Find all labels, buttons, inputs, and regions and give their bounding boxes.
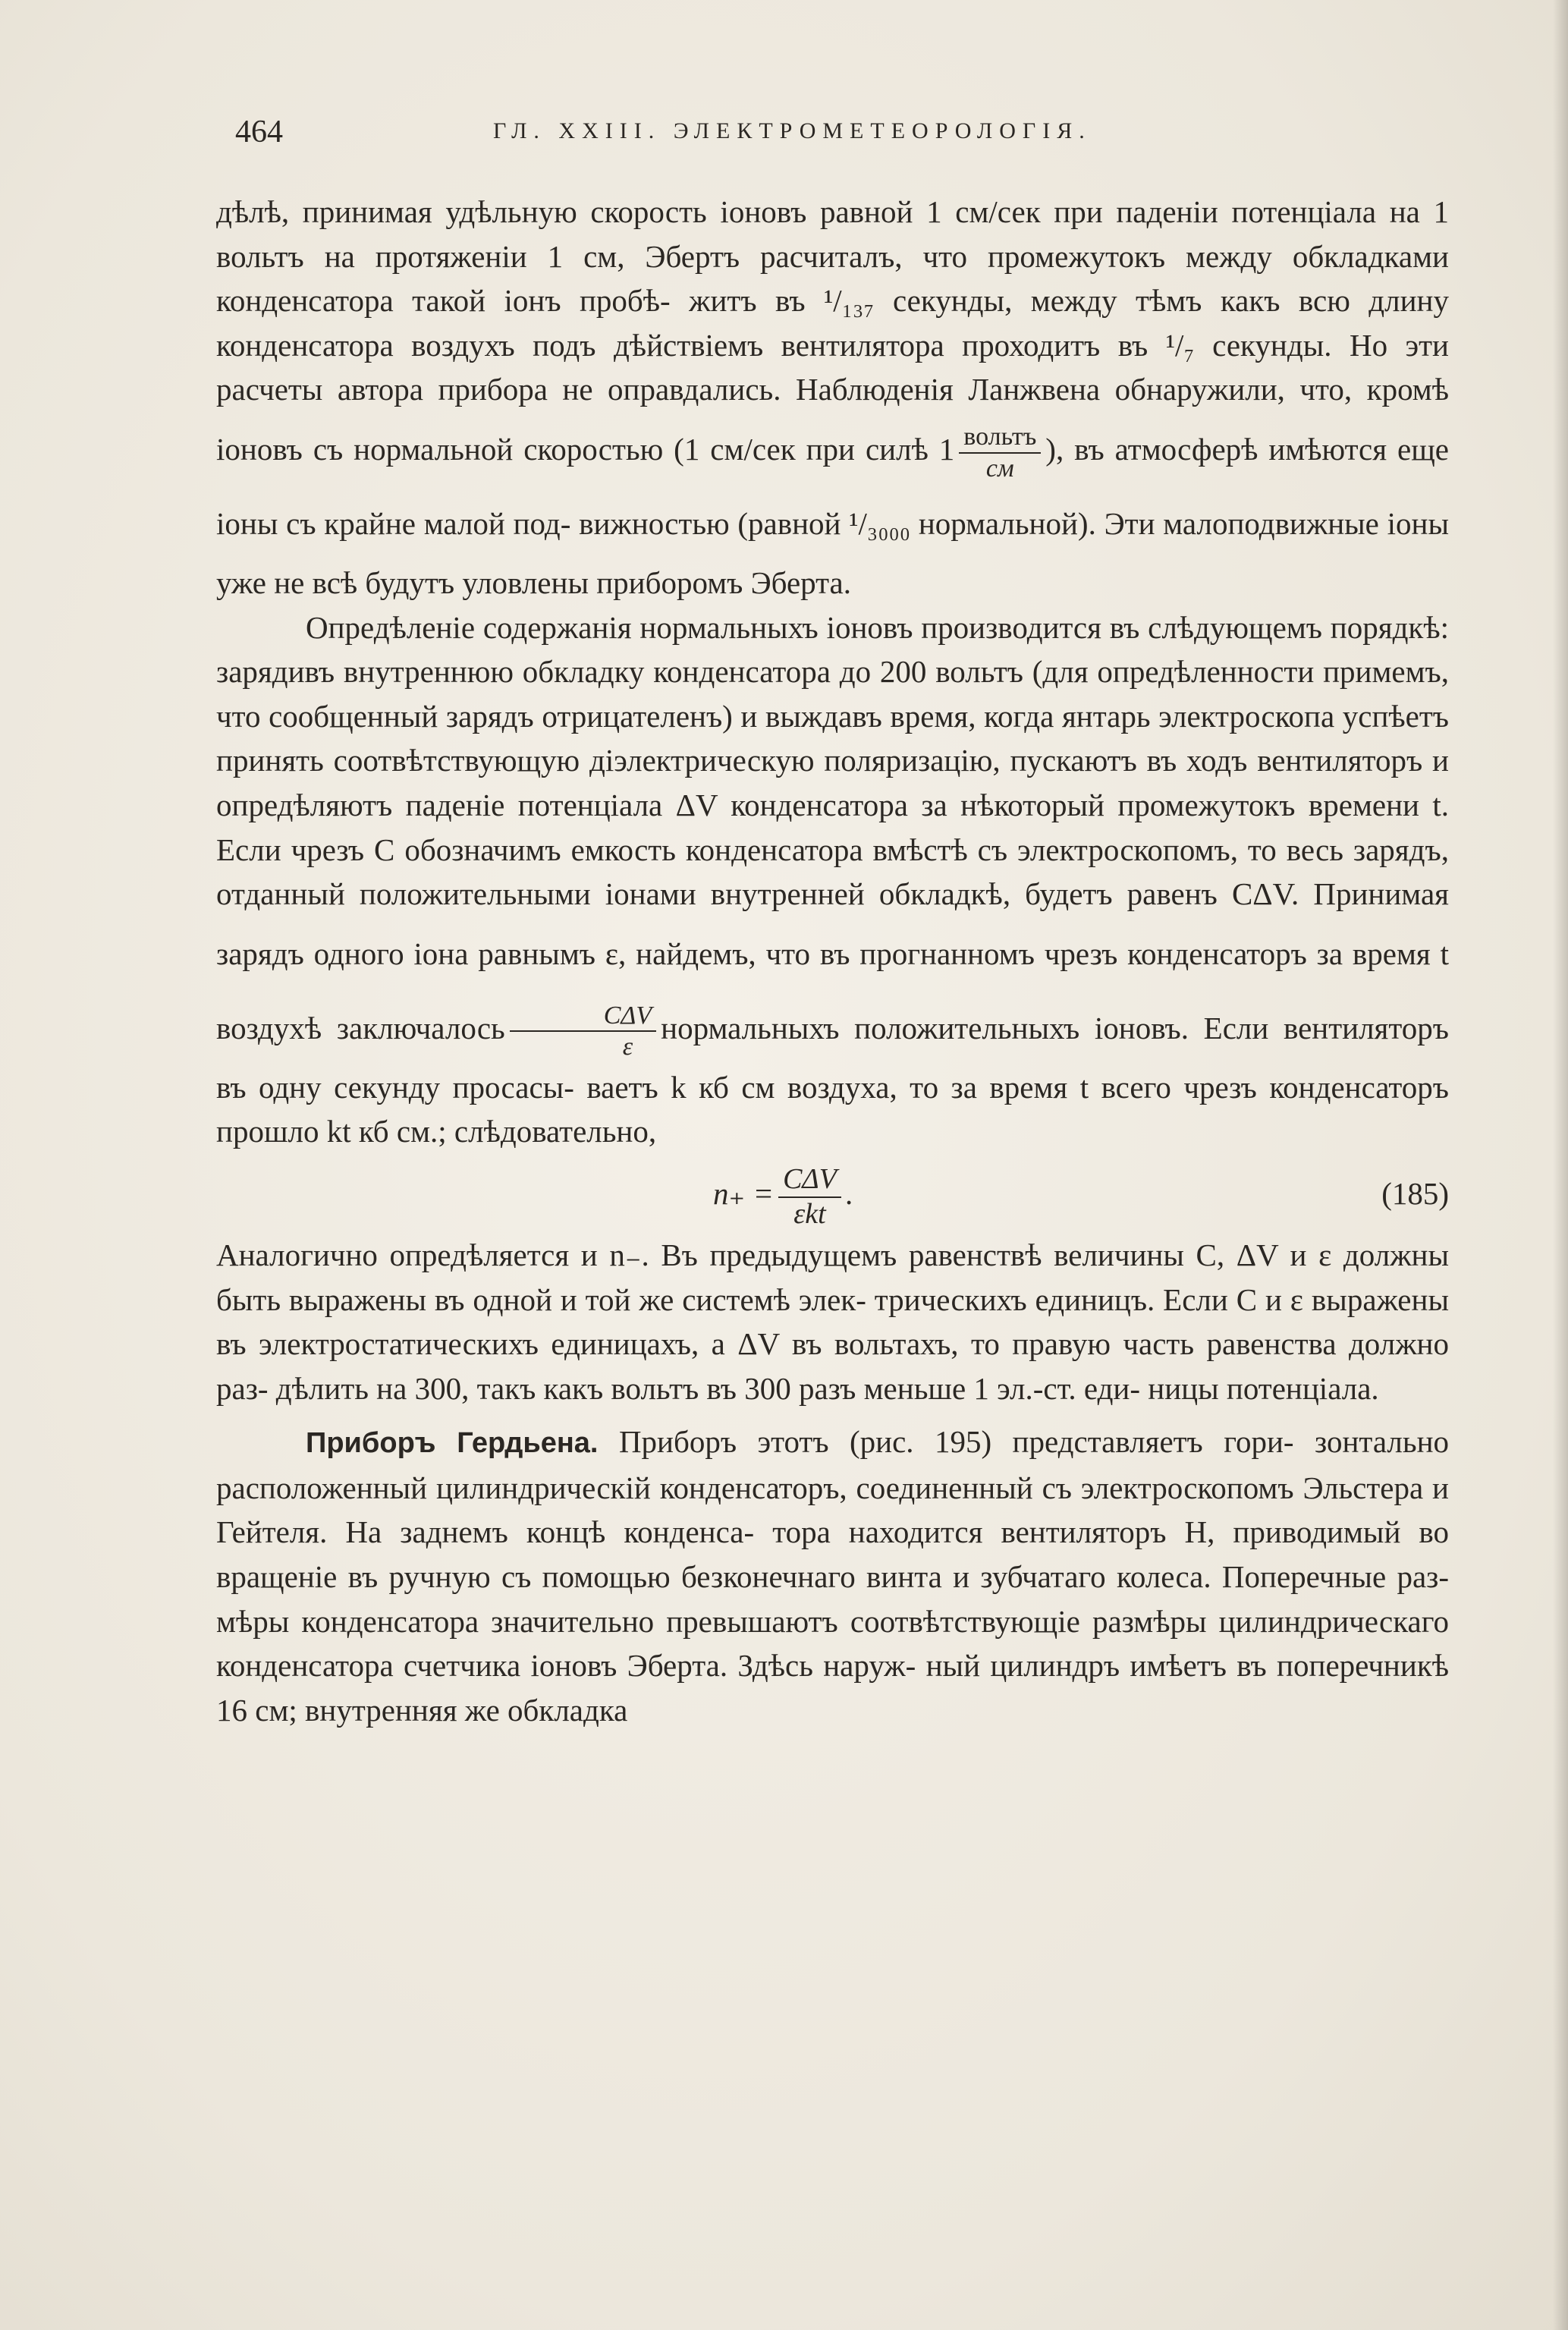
text-line: положительными іонами внутренней обкладкѣ, будетъ равенъ CΔV. bbox=[359, 876, 1299, 912]
text-line: дѣлѣ, принимая удѣльную скорость іоновъ равной 1 см/сек при паденіи bbox=[216, 194, 1218, 229]
equation-tail: . bbox=[845, 1175, 854, 1211]
text-line: мѣры конденсатора значительно превышаютъ соотвѣтствующіе размѣры bbox=[216, 1603, 1207, 1639]
equation-fraction bbox=[778, 1162, 841, 1230]
text-line: съ электроскопомъ Эльстера и Гейтеля. На заднемъ концѣ конденса- bbox=[216, 1470, 1450, 1550]
text-line: конденсатора вмѣстѣ съ электроскопомъ, то весь зарядъ, отданный bbox=[216, 832, 1449, 912]
paragraph-4 bbox=[216, 1420, 1449, 1732]
text-line: 200 вольтъ (для опредѣленности примемъ, что сообщенный зарядъ bbox=[216, 654, 1449, 734]
fraction-denominator: ε bbox=[622, 1033, 633, 1061]
inline-fraction bbox=[959, 423, 1041, 482]
text-line: цилиндрическаго конденсатора счетчика іоновъ Эберта. Здѣсь наруж- bbox=[216, 1603, 1449, 1684]
paragraph-2 bbox=[216, 605, 1449, 1154]
text-line: воздухъ подъ дѣйствіемъ вентилятора проходитъ въ ¹/₇ секунды. Но bbox=[411, 327, 1388, 363]
text-line: Принимая зарядъ одного іона равнымъ ε, найдемъ, что въ прогнанномъ bbox=[216, 876, 1450, 971]
inline-fraction bbox=[510, 1002, 656, 1061]
text-line: отрицателенъ) и выждавъ время, когда янтарь электроскопа успѣетъ bbox=[542, 698, 1450, 734]
text-line: эти расчеты автора прибора не оправдались. Наблюденія Ланжвена bbox=[216, 327, 1450, 407]
text-line: Аналогично опредѣляется и n₋. Въ предыдущемъ равенствѣ величины bbox=[216, 1237, 1184, 1272]
text-line: слѣдующемъ порядкѣ: зарядивъ внутреннюю обкладку конденсатора до bbox=[216, 609, 1450, 690]
text-fragment: силѣ 1 bbox=[865, 431, 955, 467]
equation-denominator: εkt bbox=[793, 1197, 826, 1230]
page-edge-shadow bbox=[1553, 0, 1568, 2330]
text-line: обнаружили, что, кромѣ іоновъ съ нормальной скоростью (1 см/сек при bbox=[216, 372, 1450, 467]
fraction-denominator: см bbox=[985, 454, 1014, 483]
text-line: вижностью (равной ¹/₃₀₀₀ нормальной). Эти малоподвижные іоны уже bbox=[216, 505, 1450, 600]
equation-185 bbox=[216, 1154, 1449, 1233]
text-line: зонтально расположенный цилиндрическій конденсаторъ, соединенный bbox=[216, 1424, 1450, 1505]
text-line: дѣлить на 300, такъ какъ вольтъ въ 300 разъ меньше 1 эл.-ст. еди- bbox=[275, 1370, 1141, 1406]
fraction-numerator: вольтъ bbox=[959, 423, 1041, 454]
text-line: потенціала на 1 вольтъ на протяженіи 1 см, Эбертъ расчиталъ, bbox=[216, 194, 1450, 274]
equation-lhs: n₊ = bbox=[713, 1175, 775, 1211]
text-line: за нѣкоторый промежутокъ времени t. Если чрезъ C обозначимъ емкость bbox=[216, 787, 1449, 867]
text-line: трическихъ единицъ. Если C и ε выражены въ электростатическихъ bbox=[216, 1281, 1449, 1362]
text-fragment: чрезъ конденсаторъ за время t воздухѣ заключалось bbox=[216, 935, 1450, 1046]
text-line: единицахъ, а ΔV въ вольтахъ, то правую часть равенства должно раз- bbox=[216, 1326, 1449, 1406]
text-line: Опредѣленіе содержанія нормальныхъ іоновъ производится въ bbox=[306, 609, 1140, 645]
equation-body bbox=[713, 1154, 853, 1233]
equation-number: (185) bbox=[1381, 1175, 1449, 1211]
text-line: C, ΔV и ε должны быть выражены въ одной и той же системѣ элек- bbox=[216, 1237, 1450, 1317]
text-fragment: ), въ атмосферѣ имѣются еще іоны съ крайне малой под- bbox=[216, 431, 1449, 541]
text-line: съ помощью безконечнаго винта и зубчатаго колеса. Поперечные раз- bbox=[501, 1559, 1449, 1595]
text-line: не всѣ будутъ уловлены приборомъ Эберта. bbox=[274, 564, 852, 600]
text-line: ный цилиндръ имѣетъ въ поперечникѣ 16 см; внутренняя же обкладка bbox=[216, 1648, 1449, 1728]
running-title: ГЛ. XXIII. ЭЛЕКТРОМЕТЕОРОЛОГІЯ. bbox=[493, 118, 1092, 143]
text-line: ваетъ k кб см воздуха, то за время t всего чрезъ конденсаторъ прошло bbox=[216, 1069, 1450, 1149]
text-line: ницы потенціала. bbox=[1148, 1370, 1379, 1406]
text-fragment: нормальныхъ bbox=[661, 1010, 840, 1046]
text-line: житъ въ ¹/₁₃₇ секунды, между тѣмъ какъ всю длину конденсатора bbox=[216, 283, 1449, 363]
equation-numerator: CΔV bbox=[778, 1165, 841, 1198]
main-text bbox=[216, 190, 1449, 1732]
text-line: положительныхъ іоновъ. Если вентиляторъ въ одну секунду просасы- bbox=[216, 1010, 1449, 1105]
section-lead-title: Приборъ Гердьена. bbox=[306, 1427, 599, 1460]
fraction-numerator: CΔV bbox=[510, 1002, 656, 1033]
paragraph-3 bbox=[216, 1233, 1449, 1410]
text-line: принять соотвѣтствующую діэлектрическую поляризацію, пускаютъ въ bbox=[216, 743, 1177, 778]
paragraph-1 bbox=[216, 190, 1449, 605]
page-header bbox=[235, 114, 1449, 152]
text-line: Приборъ этотъ (рис. 195) представляетъ гори- bbox=[618, 1424, 1294, 1460]
page-number: 464 bbox=[235, 115, 283, 149]
text-line: ходъ вентиляторъ и опредѣляютъ паденіе потенціала ΔV конденсатора bbox=[216, 743, 1449, 822]
text-line: kt кб см.; слѣдовательно, bbox=[326, 1114, 657, 1149]
text-line: что промежутокъ между обкладками конденсатора такой іонъ пробѣ- bbox=[216, 238, 1449, 319]
text-line: тора находится вентиляторъ H, приводимый во вращеніе въ ручную bbox=[216, 1514, 1450, 1595]
